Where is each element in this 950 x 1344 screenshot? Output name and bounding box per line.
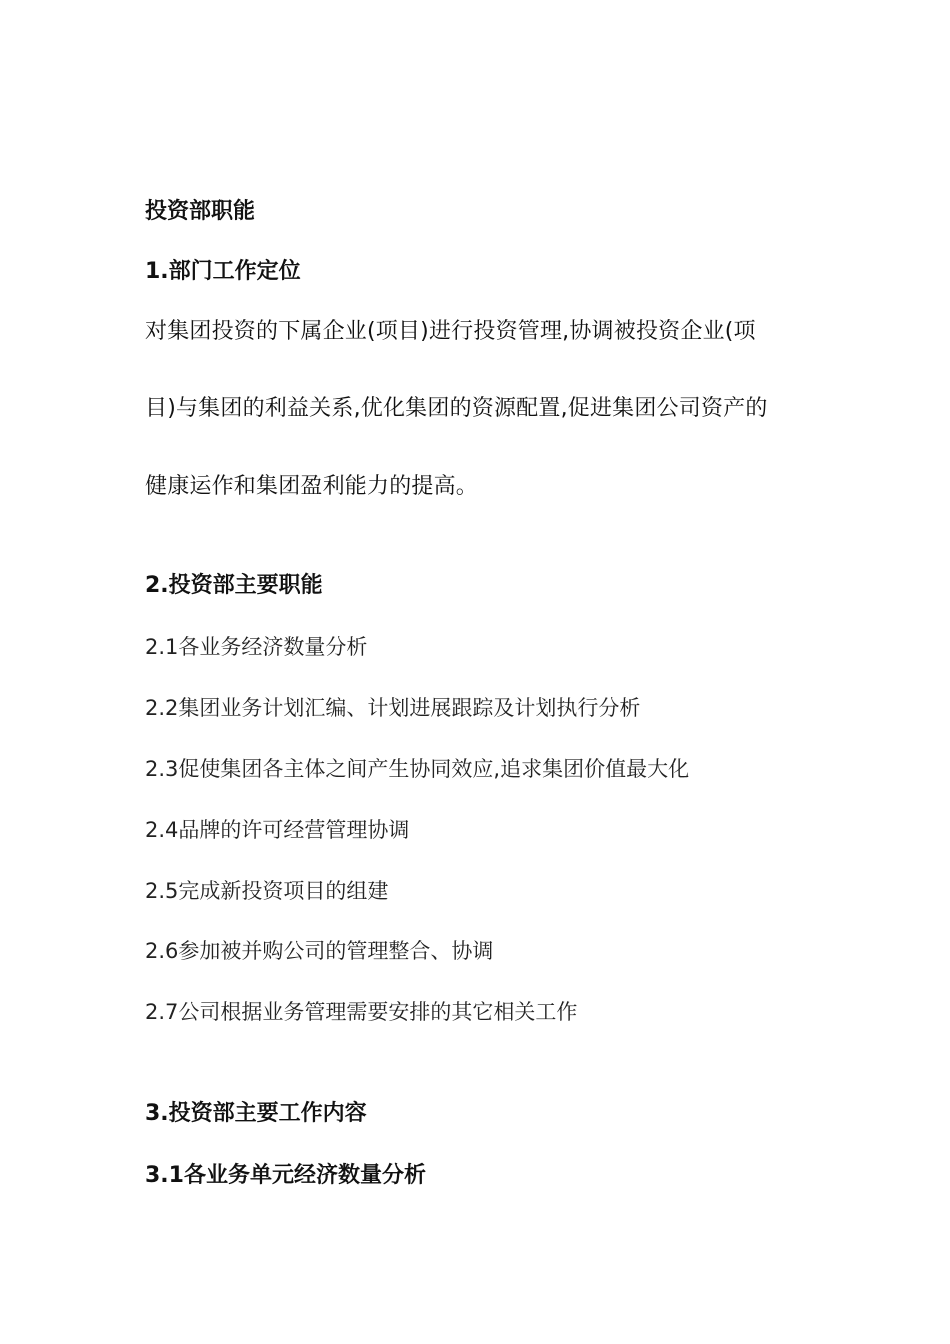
- list-item: 2.5完成新投资项目的组建: [145, 879, 389, 903]
- list-item: 2.2集团业务计划汇编、计划进展跟踪及计划执行分析: [145, 696, 641, 720]
- section-1-paragraph-line-1: 对集团投资的下属企业(项目)进行投资管理,协调被投资企业(项: [145, 319, 756, 344]
- section-3-subheading: 3.1各业务单元经济数量分析: [145, 1163, 426, 1188]
- section-3-heading: 3.投资部主要工作内容: [145, 1101, 367, 1126]
- document-title: 投资部职能: [145, 199, 256, 224]
- list-item: 2.1各业务经济数量分析: [145, 635, 368, 659]
- list-item: 2.6参加被并购公司的管理整合、协调: [145, 939, 494, 963]
- list-item: 2.3促使集团各主体之间产生协同效应,追求集团价值最大化: [145, 757, 690, 781]
- section-2-heading: 2.投资部主要职能: [145, 573, 323, 598]
- list-item: 2.4品牌的许可经营管理协调: [145, 818, 410, 842]
- section-1-paragraph-line-3: 健康运作和集团盈利能力的提高。: [145, 474, 479, 499]
- section-1-paragraph-line-2: 目)与集团的利益关系,优化集团的资源配置,促进集团公司资产的: [145, 396, 768, 421]
- section-1-heading: 1.部门工作定位: [145, 259, 301, 284]
- list-item: 2.7公司根据业务管理需要安排的其它相关工作: [145, 1000, 578, 1024]
